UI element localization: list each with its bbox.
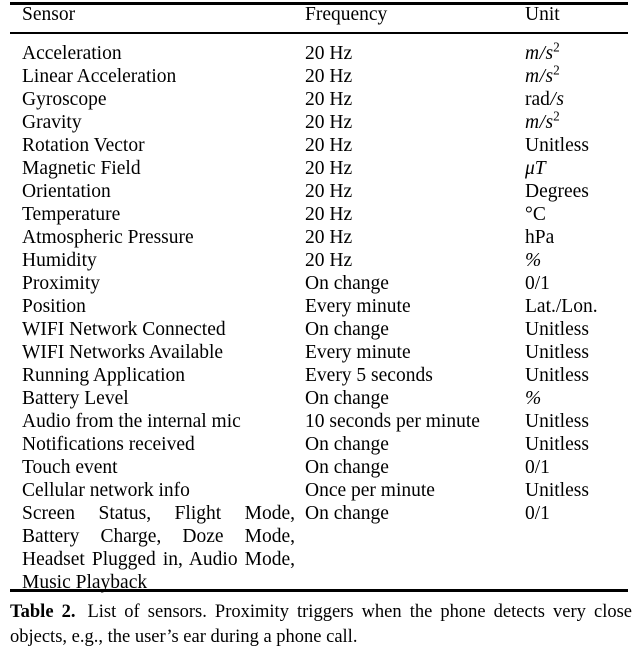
table-body: [0, 32, 640, 594]
cell-unit: Unitless: [525, 342, 589, 363]
caption-text: List of sensors. Proximity triggers when the phone detects very close objects, e.g., the user’s ear during a phone call.: [10, 602, 633, 647]
cell-sensor: Linear Acceleration: [22, 66, 177, 87]
cell-sensor: Acceleration: [22, 43, 122, 64]
table-header: [0, 0, 640, 32]
cell-sensor: Orientation: [22, 181, 111, 202]
table-row: [0, 295, 640, 318]
cell-frequency: 20 Hz: [305, 158, 353, 179]
cell-sensor: Atmospheric Pressure: [22, 227, 194, 248]
cell-unit: 0/1: [525, 503, 550, 524]
cell-sensor: Running Application: [22, 365, 186, 386]
cell-sensor: Rotation Vector: [22, 135, 145, 156]
table-row: [0, 249, 640, 272]
cell-frequency: 20 Hz: [305, 112, 353, 133]
table-row: [0, 502, 640, 594]
table-row: [0, 180, 640, 203]
table-row: [0, 88, 640, 111]
cell-unit: $m/s^2$: [525, 62, 560, 87]
table-row: [0, 410, 640, 433]
table-row: [0, 341, 640, 364]
cell-unit: 0/1: [525, 273, 550, 294]
cell-frequency: On change: [305, 273, 389, 294]
cell-frequency: On change: [305, 457, 389, 478]
cell-frequency: 20 Hz: [305, 89, 353, 110]
column-header-frequency: Frequency: [305, 4, 388, 25]
table-caption: [10, 600, 632, 650]
cell-unit: Unitless: [525, 135, 589, 156]
cell-unit: Unitless: [525, 480, 589, 501]
cell-sensor: Gyroscope: [22, 89, 107, 110]
cell-unit: Degrees: [525, 181, 589, 202]
column-header-unit: Unit: [525, 4, 560, 25]
cell-sensor: Humidity: [22, 250, 97, 271]
cell-frequency: 20 Hz: [305, 204, 353, 225]
table-row: [0, 32, 640, 65]
cell-sensor: Battery Level: [22, 388, 129, 409]
cell-unit: Unitless: [525, 411, 589, 432]
cell-frequency: Once per minute: [305, 480, 435, 501]
cell-unit: rad/s: [525, 89, 564, 110]
cell-unit: Lat./Lon.: [525, 296, 598, 317]
cell-frequency: On change: [305, 434, 389, 455]
cell-sensor: [0, 502, 305, 594]
table-row: [0, 456, 640, 479]
cell-sensor: Temperature: [22, 204, 121, 225]
cell-sensor: Cellular network info: [22, 480, 190, 501]
cell-unit: 0/1: [525, 457, 550, 478]
cell-frequency: Every 5 seconds: [305, 365, 433, 386]
cell-unit: Unitless: [525, 434, 589, 455]
cell-sensor: Notifications received: [22, 434, 195, 455]
cell-sensor-text: Screen Status, Flight Mode, Battery Charge, Doze Mode, Headset Plugged in, Audio Mode, Music Playback: [22, 503, 295, 593]
table-row: [0, 157, 640, 180]
caption-label: Table 2.: [10, 602, 76, 622]
table-row: [0, 387, 640, 410]
cell-unit: %: [525, 250, 542, 271]
table-row: [0, 364, 640, 387]
cell-unit: $m/s^2$: [525, 108, 560, 133]
table-row: [0, 203, 640, 226]
table-row: [0, 433, 640, 456]
cell-sensor: Audio from the internal mic: [22, 411, 241, 432]
table-row: [0, 272, 640, 295]
cell-sensor: Gravity: [22, 112, 82, 133]
cell-sensor: Position: [22, 296, 86, 317]
cell-frequency: 20 Hz: [305, 43, 353, 64]
table-row: [0, 226, 640, 249]
cell-frequency: 20 Hz: [305, 181, 353, 202]
cell-sensor: WIFI Networks Available: [22, 342, 224, 363]
cell-sensor: WIFI Network Connected: [22, 319, 226, 340]
table-row: [0, 134, 640, 157]
cell-frequency: 20 Hz: [305, 250, 353, 271]
table-row: [0, 318, 640, 341]
cell-frequency: Every minute: [305, 342, 411, 363]
cell-frequency: On change: [305, 503, 389, 524]
cell-frequency: 20 Hz: [305, 227, 353, 248]
cell-unit: °C: [525, 204, 546, 225]
table-row: [0, 111, 640, 134]
cell-frequency: 20 Hz: [305, 135, 353, 156]
cell-unit: hPa: [525, 227, 555, 248]
table-row: [0, 65, 640, 88]
cell-unit: Unitless: [525, 319, 589, 340]
cell-unit: %: [525, 388, 542, 409]
cell-frequency: On change: [305, 388, 389, 409]
cell-unit: Unitless: [525, 365, 589, 386]
cell-sensor: Magnetic Field: [22, 158, 141, 179]
cell-sensor: Proximity: [22, 273, 101, 294]
cell-frequency: Every minute: [305, 296, 411, 317]
cell-frequency: On change: [305, 319, 389, 340]
column-header-sensor: Sensor: [22, 4, 76, 25]
table-row: [0, 479, 640, 502]
cell-unit: μT: [525, 158, 546, 179]
cell-sensor: Touch event: [22, 457, 118, 478]
cell-frequency: 10 seconds per minute: [305, 411, 480, 432]
cell-frequency: 20 Hz: [305, 66, 353, 87]
cell-unit: $m/s^2$: [525, 39, 560, 64]
table-header-row: [0, 0, 640, 32]
